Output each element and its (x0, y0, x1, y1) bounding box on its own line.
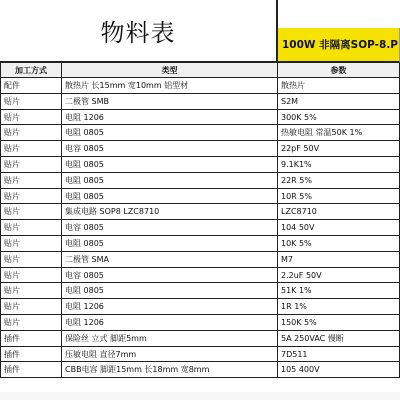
cell-params[interactable]: 热敏电阻 常温50K 1% (278, 125, 400, 141)
cell-process[interactable]: 贴片 (0, 204, 62, 220)
table-row (0, 315, 400, 331)
table-row (0, 362, 400, 378)
cell-process[interactable]: 贴片 (0, 157, 62, 173)
cell-type[interactable]: 集成电路 SOP8 LZC8710 (62, 204, 278, 220)
cell-params[interactable]: 22pF 50V (278, 141, 400, 157)
table-row (0, 347, 400, 363)
table-row (0, 94, 400, 110)
cell-type[interactable]: 电阻 0805 (62, 157, 278, 173)
cell-process[interactable]: 贴片 (0, 94, 62, 110)
cell-process[interactable]: 贴片 (0, 220, 62, 236)
table-row (0, 331, 400, 347)
cell-process[interactable]: 贴片 (0, 173, 62, 189)
cell-type[interactable]: 压敏电阻 直径7mm (62, 347, 278, 363)
bottom-edge (0, 392, 400, 400)
cell-process[interactable]: 贴片 (0, 110, 62, 126)
table-row (0, 236, 400, 252)
cell-params[interactable]: 300K 5% (278, 110, 400, 126)
cell-params[interactable]: 9.1K1% (278, 157, 400, 173)
sheet-subtitle[interactable]: 100W 非隔离SOP-8.P (278, 28, 400, 63)
sheet-title[interactable]: 物料表 (0, 0, 278, 63)
cell-type[interactable]: 电阻 0805 (62, 236, 278, 252)
cell-type[interactable]: CBB电容 脚距15mm 长18mm 宽8mm (62, 362, 278, 378)
cell-params[interactable]: 5A 250VAC 慢断 (278, 331, 400, 347)
cell-process[interactable]: 贴片 (0, 299, 62, 315)
cell-params[interactable]: 104 50V (278, 220, 400, 236)
table-row (0, 204, 400, 220)
header-cell-type[interactable]: 类型 (62, 63, 278, 78)
cell-type[interactable]: 电容 0805 (62, 220, 278, 236)
cell-process[interactable]: 贴片 (0, 268, 62, 284)
cell-process[interactable]: 贴片 (0, 315, 62, 331)
table-row (0, 283, 400, 299)
cell-type[interactable]: 电阻 1206 (62, 315, 278, 331)
cell-type[interactable]: 电阻 1206 (62, 110, 278, 126)
cell-params[interactable]: LZC8710 (278, 204, 400, 220)
cell-type[interactable]: 电阻 0805 (62, 283, 278, 299)
cell-type[interactable]: 电阻 1206 (62, 299, 278, 315)
cell-params[interactable]: 150K 5% (278, 315, 400, 331)
cell-params[interactable]: 105 400V (278, 362, 400, 378)
table-row (0, 173, 400, 189)
cell-process[interactable]: 贴片 (0, 125, 62, 141)
cell-type[interactable]: 散热片 长15mm 宽10mm 铝型材 (62, 78, 278, 94)
table-row (0, 268, 400, 284)
header-cell-process[interactable]: 加工方式 (0, 63, 62, 78)
cell-params[interactable]: 10R 5% (278, 189, 400, 205)
cell-type[interactable]: 电容 0805 (62, 141, 278, 157)
cell-type[interactable]: 电容 0805 (62, 268, 278, 284)
table-row (0, 220, 400, 236)
cell-process[interactable]: 插件 (0, 362, 62, 378)
header-cell-params[interactable]: 参数 (278, 63, 400, 78)
cell-params[interactable]: 7D511 (278, 347, 400, 363)
cell-params[interactable]: 2.2uF 50V (278, 268, 400, 284)
cell-params[interactable]: 51K 1% (278, 283, 400, 299)
cell-type[interactable]: 电阻 0805 (62, 125, 278, 141)
cell-type[interactable]: 二极管 SMB (62, 94, 278, 110)
table-row (0, 141, 400, 157)
cell-process[interactable]: 贴片 (0, 283, 62, 299)
cell-process[interactable]: 插件 (0, 347, 62, 363)
cell-process[interactable]: 配件 (0, 78, 62, 94)
cell-params[interactable]: 1R 1% (278, 299, 400, 315)
cell-params[interactable]: 22R 5% (278, 173, 400, 189)
cell-process[interactable]: 贴片 (0, 189, 62, 205)
cell-type[interactable]: 电阻 0805 (62, 189, 278, 205)
table-row (0, 189, 400, 205)
cell-params[interactable]: M7 (278, 252, 400, 268)
cell-params[interactable]: 10K 5% (278, 236, 400, 252)
cell-process[interactable]: 贴片 (0, 141, 62, 157)
table-row (0, 252, 400, 268)
table-row (0, 299, 400, 315)
header-row (0, 63, 400, 78)
cell-process[interactable]: 贴片 (0, 252, 62, 268)
cell-process[interactable]: 插件 (0, 331, 62, 347)
cell-type[interactable]: 电阻 0805 (62, 173, 278, 189)
cell-type[interactable]: 二极管 SMA (62, 252, 278, 268)
table-row (0, 157, 400, 173)
cell-type[interactable]: 保险丝 立式 脚距5mm (62, 331, 278, 347)
table-row (0, 110, 400, 126)
cell-params[interactable]: S2M (278, 94, 400, 110)
table-row (0, 78, 400, 94)
cell-params[interactable]: 散热片 (278, 78, 400, 94)
table-row (0, 125, 400, 141)
title-row (0, 0, 400, 63)
cell-process[interactable]: 贴片 (0, 236, 62, 252)
